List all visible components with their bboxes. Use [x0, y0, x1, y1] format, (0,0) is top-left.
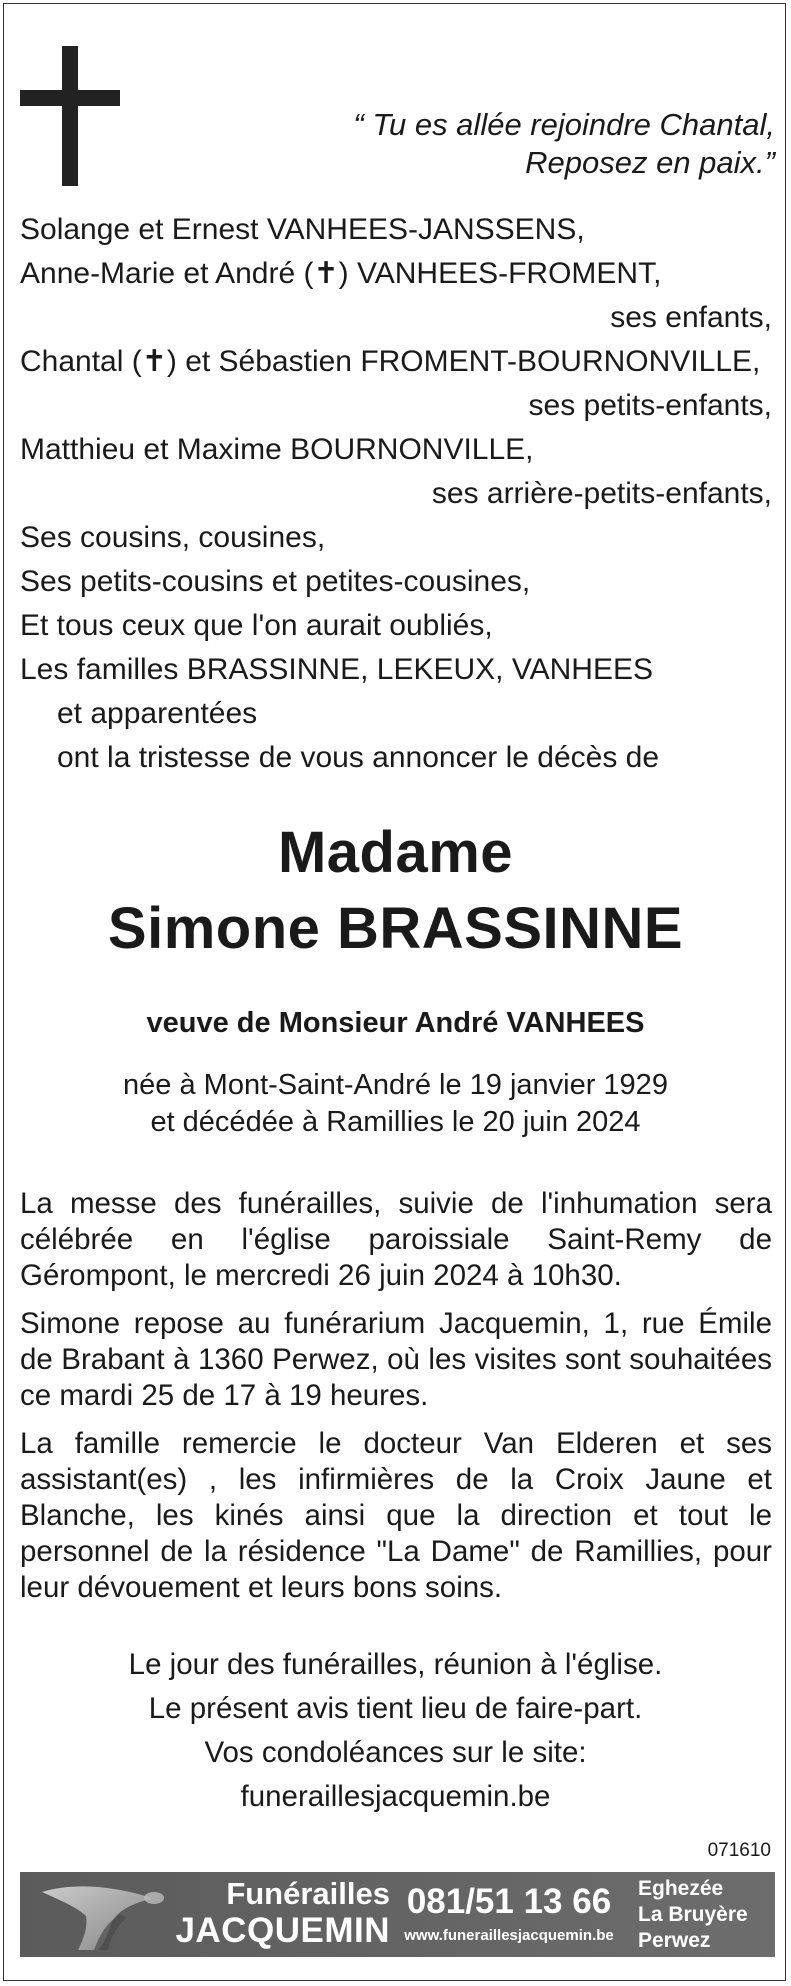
latin-cross-icon — [20, 46, 120, 186]
family-line: Ses cousins, cousines, — [20, 521, 326, 554]
visitation-paragraph: Simone repose au funérarium Jacquemin, 1, rue Émile de Brabant à 1360 Perwez, où les visites sont souhaitées ce mardi 25 de 17 à 19 heures. — [20, 1307, 772, 1412]
quote-line-2: Reposez en paix.” — [525, 145, 775, 180]
family-line: et apparentées — [57, 697, 258, 730]
family-line: ses enfants, — [610, 301, 772, 334]
brand-line-1: Funérailles — [226, 1876, 390, 1911]
family-line: ont la tristesse de vous annoncer le décès de — [57, 741, 660, 774]
quote-line-1: “ Tu es allée rejoindre Chantal, — [353, 107, 775, 142]
thanks-paragraph: La famille remercie le docteur Van Elderen et ses assistant(es) , les infirmières de la Croix Jaune et Blanche, les kinés ainsi que la direction et tout le personnel de la résidence "La Dame" de Ramillies, pour leur dévouement et leurs bons soins. — [20, 1427, 772, 1604]
town-item: Eghezée — [638, 1877, 724, 1900]
family-line: Les familles BRASSINNE, LEKEUX, VANHEES — [20, 653, 653, 686]
birth-line: née à Mont-Saint-André le 19 janvier 1929 — [123, 1069, 668, 1101]
website-link[interactable]: www.funeraillesjacquemin.be — [404, 1927, 614, 1944]
closing-line-3: Vos condoléances sur le site: — [204, 1736, 587, 1769]
town-item: La Bruyère — [638, 1903, 748, 1926]
widow-of: veuve de Monsieur André VANHEES — [146, 1007, 645, 1039]
deceased-block — [0, 815, 791, 1141]
phone-number[interactable]: 081/51 13 66 — [406, 1882, 612, 1921]
funeral-home-banner — [20, 1872, 775, 1957]
notice-reference: 071610 — [707, 1840, 771, 1861]
town-item: Perwez — [638, 1929, 711, 1952]
closing-line-2: Le présent avis tient lieu de faire-part. — [148, 1692, 643, 1725]
family-line: ses arrière-petits-enfants, — [431, 477, 772, 510]
funeral-mass-paragraph: La messe des funérailles, suivie de l'inhumation sera célébrée en l'église paroissiale Saint-Remy de Gérompont, le mercredi 26 juin 2024 à 10h30. — [20, 1187, 772, 1292]
life-dates — [0, 1067, 791, 1141]
condolences-site-link[interactable]: funeraillesjacquemin.be — [240, 1780, 551, 1813]
death-line: et décédée à Ramillies le 20 juin 2024 — [150, 1106, 641, 1138]
family-line: Solange et Ernest VANHEES-JANSSENS, — [20, 213, 585, 246]
towns-list — [638, 1876, 770, 1954]
family-list — [20, 208, 772, 780]
family-line: Chantal (✝) et Sébastien FROMENT-BOURNONVILLE, — [20, 345, 761, 378]
family-line: Matthieu et Maxime BOURNONVILLE, — [20, 433, 534, 466]
brand-line-2: JACQUEMIN — [175, 1911, 390, 1950]
family-line: Ses petits-cousins et petites-cousines, — [20, 565, 531, 598]
family-line: ses petits-enfants, — [528, 389, 772, 422]
closing-line-1: Le jour des funérailles, réunion à l'église. — [128, 1648, 663, 1681]
deceased-name: Simone BRASSINNE — [107, 896, 684, 961]
deceased-title: Madame — [277, 820, 514, 885]
closing-notes — [0, 1643, 791, 1819]
epitaph-quote — [215, 106, 775, 182]
family-line: Et tous ceux que l'on aurait oubliés, — [20, 609, 493, 642]
family-line: Anne-Marie et André (✝) VANHEES-FROMENT, — [20, 257, 662, 290]
details-paragraphs — [20, 1186, 772, 1618]
